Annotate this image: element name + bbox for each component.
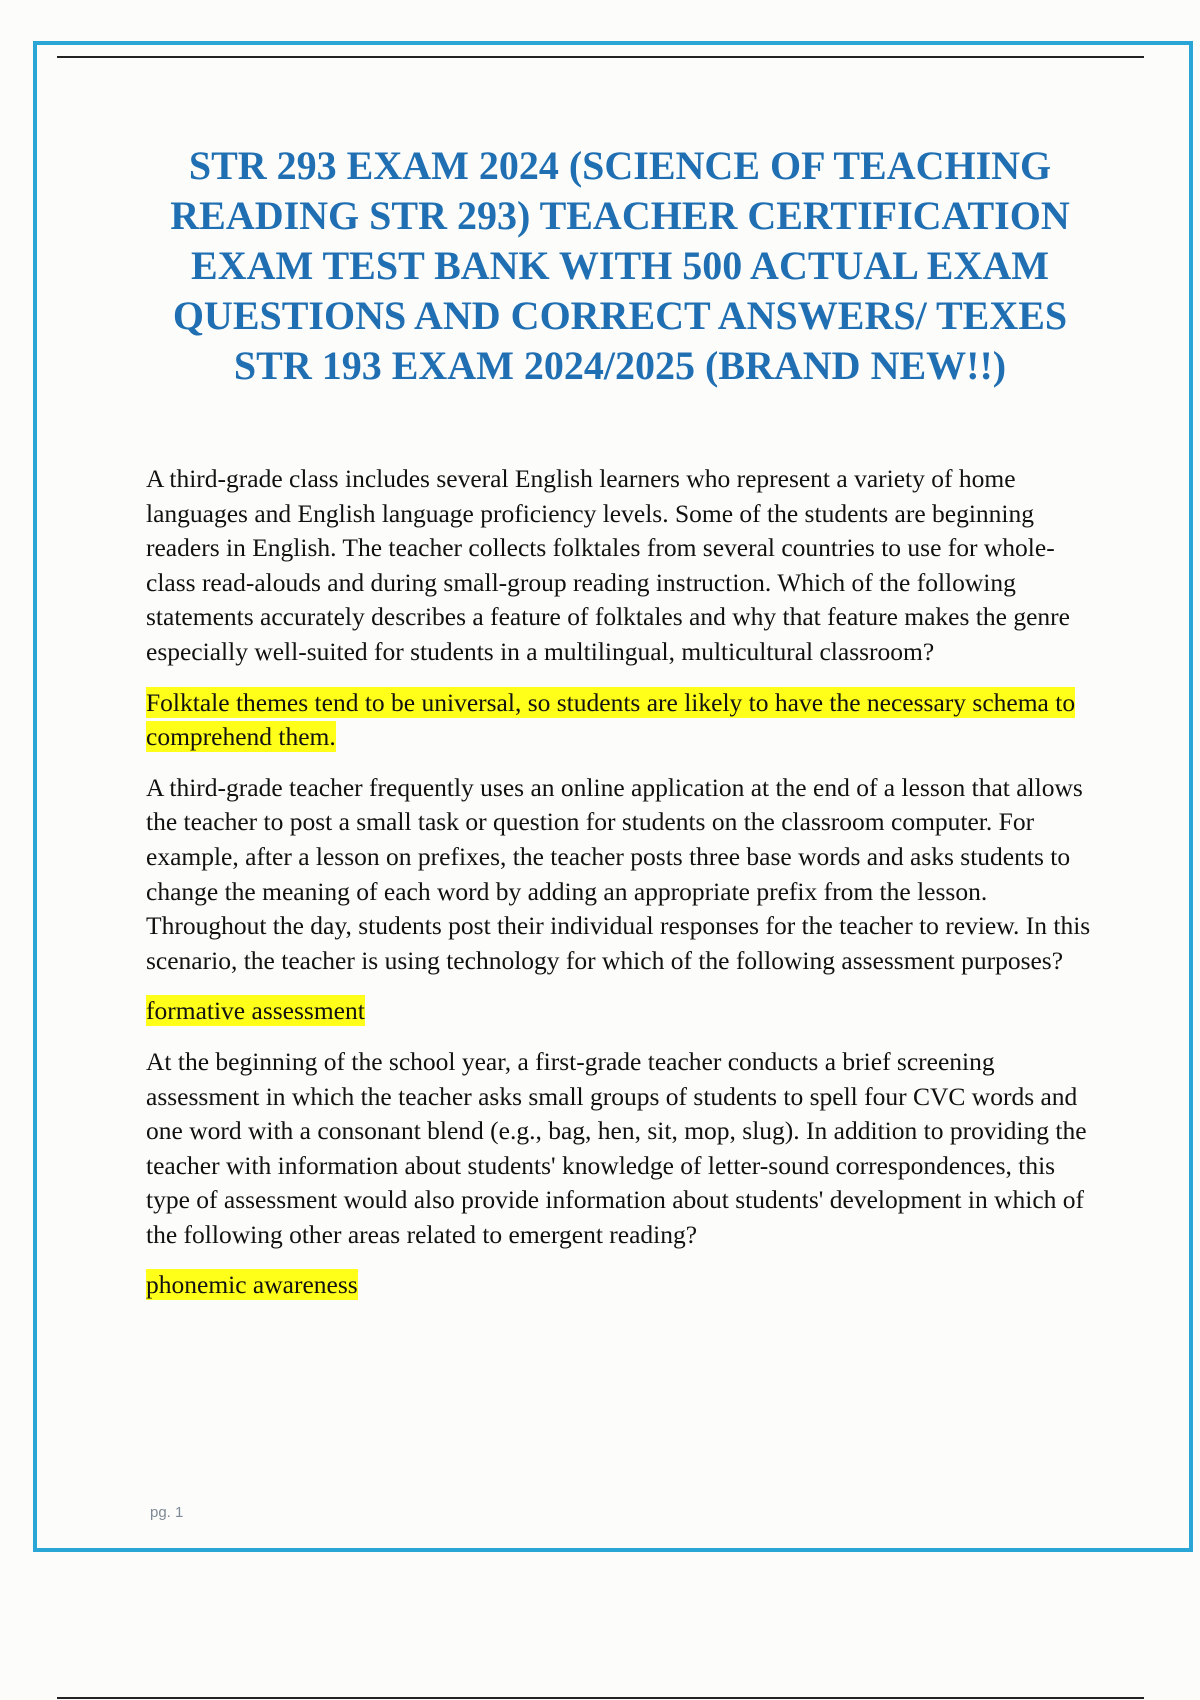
document-title: STR 293 EXAM 2024 (SCIENCE OF TEACHING READING STR 293) TEACHER CERTIFICATION EXAM TEST BANK WITH 500 ACTUAL EXAM QUESTIONS AND CORRECT ANSWERS/ TEXES STR 193 EXAM 2024/2025 (BRAND NEW!!) bbox=[170, 143, 1070, 388]
answer-text: formative assessment bbox=[146, 996, 365, 1026]
question-text: A third-grade teacher frequently uses an online application at the end of a lesson that allows the teacher to post a small task or question for students on the classroom computer. For example, after a lesson on prefixes, the teacher posts three base words and asks students to change the meaning of each word by adding an appropriate prefix from the lesson. Throughout the day, students post their individual responses for the teacher to review. In this scenario, the teacher is using technology for which of the following assessment purposes? bbox=[146, 772, 1091, 975]
page-number: pg. 1 bbox=[150, 1504, 184, 1521]
question-block bbox=[146, 462, 1096, 755]
question-list bbox=[146, 462, 1096, 1319]
answer-highlight bbox=[146, 1268, 1096, 1303]
bottom-rule bbox=[57, 1697, 1144, 1699]
answer-highlight bbox=[146, 686, 1096, 755]
answer-highlight bbox=[146, 994, 1096, 1029]
answer-text: Folktale themes tend to be universal, so students are likely to have the necessary schema to comprehend them. bbox=[146, 687, 1076, 752]
question-text: At the beginning of the school year, a first-grade teacher conducts a brief screening assessment in which the teacher asks small groups of students to spell four CVC words and one word with a consonant blend (e.g., bag, hen, sit, mop, slug). In addition to providing the teacher with information about students' knowledge of letter-sound correspondences, this type of assessment would also provide information about students' development in which of the following other areas related to emergent reading? bbox=[146, 1046, 1087, 1249]
question-text: A third-grade class includes several English learners who represent a variety of home languages and English language proficiency levels. Some of the students are beginning readers in English. The teacher collects folktales from several countries to use for whole-class read-alouds and during small-group reading instruction. Which of the following statements accurately describes a feature of folktales and why that feature makes the genre especially well-suited for students in a multilingual, multicultural classroom? bbox=[146, 464, 1070, 666]
question-block bbox=[146, 1045, 1096, 1303]
question-block bbox=[146, 771, 1096, 1029]
answer-text: phonemic awareness bbox=[146, 1270, 358, 1300]
